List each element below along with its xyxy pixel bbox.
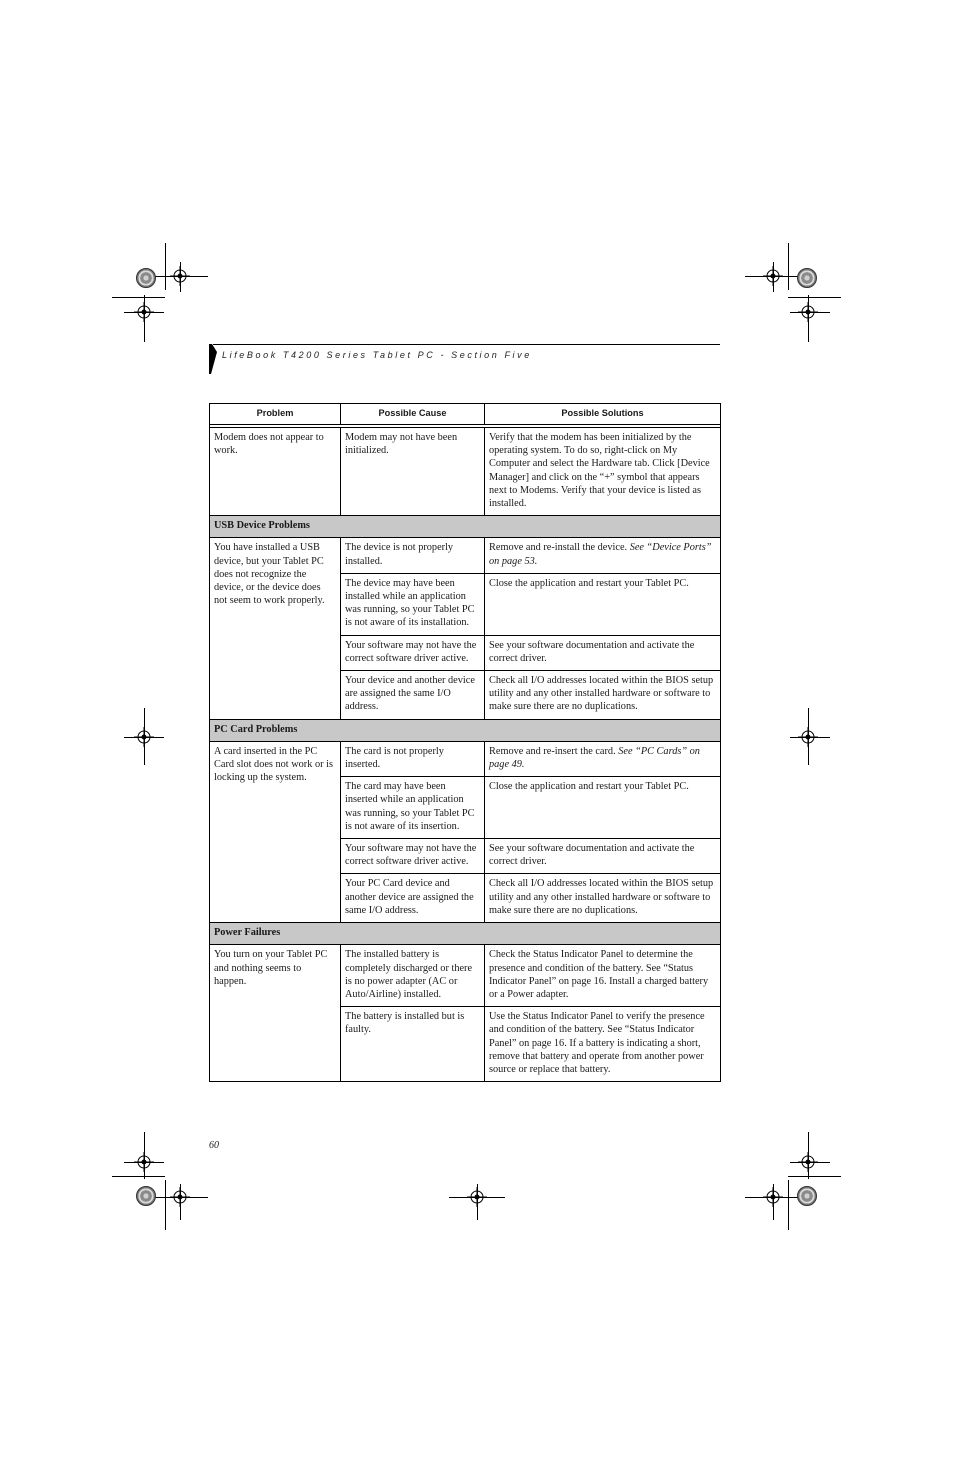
registration-target-icon bbox=[467, 1187, 487, 1207]
registration-disc-icon bbox=[136, 1186, 156, 1206]
page-number: 60 bbox=[209, 1140, 219, 1151]
cause-cell: Your software may not have the correct software driver active. bbox=[341, 635, 485, 670]
registration-target-icon bbox=[134, 1152, 154, 1172]
solution-cell: Check all I/O addresses located within the BIOS setup utility and any other installed hardware or software to make sure there are no duplications. bbox=[485, 671, 721, 720]
header-tab-marker-icon bbox=[209, 344, 217, 374]
solution-cross-reference: See “Device Ports” on page 53. bbox=[489, 542, 712, 567]
registration-target-icon bbox=[798, 1152, 818, 1172]
solution-cell: See your software documentation and activate the correct driver. bbox=[485, 635, 721, 670]
table-row bbox=[210, 428, 721, 516]
solution-cell bbox=[485, 538, 721, 573]
problem-cell: A card inserted in the PC Card slot does not work or is locking up the system. bbox=[210, 741, 341, 922]
section-title: PC Card Problems bbox=[210, 719, 721, 741]
section-header-row bbox=[210, 923, 721, 945]
cause-cell: The installed battery is completely discharged or there is no power adapter (AC or Auto/Airline) installed. bbox=[341, 945, 485, 1007]
solution-text: Remove and re-install the device. bbox=[489, 542, 630, 554]
cause-cell: The card may have been inserted while an application was running, so your Tablet PC is not aware of its insertion. bbox=[341, 777, 485, 839]
problem-cell: Modem does not appear to work. bbox=[210, 428, 341, 516]
troubleshooting-table bbox=[209, 403, 721, 1082]
solution-text: Remove and re-insert the card. bbox=[489, 745, 619, 757]
registration-target-icon bbox=[763, 266, 783, 286]
solution-cell: Close the application and restart your Tablet PC. bbox=[485, 573, 721, 635]
cause-cell: Your device and another device are assigned the same I/O address. bbox=[341, 671, 485, 720]
solution-cell: Check the Status Indicator Panel to determine the presence and condition of the battery. See “Status Indicator Panel” on page 16. Install a charged battery or a Power adapter. bbox=[485, 945, 721, 1007]
solution-cell: Close the application and restart your Tablet PC. bbox=[485, 777, 721, 839]
section-title: Power Failures bbox=[210, 923, 721, 945]
cause-cell: Your PC Card device and another device are assigned the same I/O address. bbox=[341, 874, 485, 923]
registration-disc-icon bbox=[797, 1186, 817, 1206]
solution-cell bbox=[485, 741, 721, 776]
solution-cell: See your software documentation and activate the correct driver. bbox=[485, 839, 721, 874]
registration-disc-icon bbox=[797, 268, 817, 288]
problem-cell: You have installed a USB device, but your Tablet PC does not recognize the device, or the device does not seem to work properly. bbox=[210, 538, 341, 719]
cause-cell: Your software may not have the correct software driver active. bbox=[341, 839, 485, 874]
column-header-problem: Problem bbox=[210, 404, 341, 425]
table-row bbox=[210, 945, 721, 1007]
registration-target-icon bbox=[763, 1187, 783, 1207]
registration-target-icon bbox=[170, 266, 190, 286]
solution-cell: Use the Status Indicator Panel to verify the presence and condition of the battery. See “Status Indicator Panel” on page 16. If a battery is indicating a short, remove that battery and operate from another power source or replace that battery. bbox=[485, 1007, 721, 1082]
section-header-row bbox=[210, 516, 721, 538]
cause-cell: Modem may not have been initialized. bbox=[341, 428, 485, 516]
section-title: USB Device Problems bbox=[210, 516, 721, 538]
table-row bbox=[210, 538, 721, 573]
header-rule bbox=[213, 344, 720, 345]
column-header-solutions: Possible Solutions bbox=[485, 404, 721, 425]
solution-cell: Check all I/O addresses located within the BIOS setup utility and any other installed hardware or software to make sure there are no duplications. bbox=[485, 874, 721, 923]
registration-target-icon bbox=[798, 727, 818, 747]
column-header-cause: Possible Cause bbox=[341, 404, 485, 425]
table-row bbox=[210, 741, 721, 776]
registration-disc-icon bbox=[136, 268, 156, 288]
cause-cell: The device may have been installed while an application was running, so your Tablet PC is not aware of its installation. bbox=[341, 573, 485, 635]
solution-cross-reference: See “PC Cards” on page 49. bbox=[489, 745, 700, 771]
cause-cell: The battery is installed but is faulty. bbox=[341, 1007, 485, 1082]
registration-target-icon bbox=[134, 302, 154, 322]
registration-target-icon bbox=[798, 302, 818, 322]
registration-target-icon bbox=[170, 1187, 190, 1207]
running-header-title: LifeBook T4200 Series Tablet PC - Section Five bbox=[222, 350, 532, 360]
cause-cell: The card is not properly inserted. bbox=[341, 741, 485, 776]
cause-cell: The device is not properly installed. bbox=[341, 538, 485, 573]
registration-target-icon bbox=[134, 727, 154, 747]
solution-cell: Verify that the modem has been initialized by the operating system. To do so, right-click on My Computer and select the Hardware tab. Click [Device Manager] and click on the “+” symbol that appears next to Modems. Verify that your device is listed as installed. bbox=[485, 428, 721, 516]
section-header-row bbox=[210, 719, 721, 741]
problem-cell: You turn on your Tablet PC and nothing seems to happen. bbox=[210, 945, 341, 1082]
table-header-row bbox=[210, 404, 721, 425]
